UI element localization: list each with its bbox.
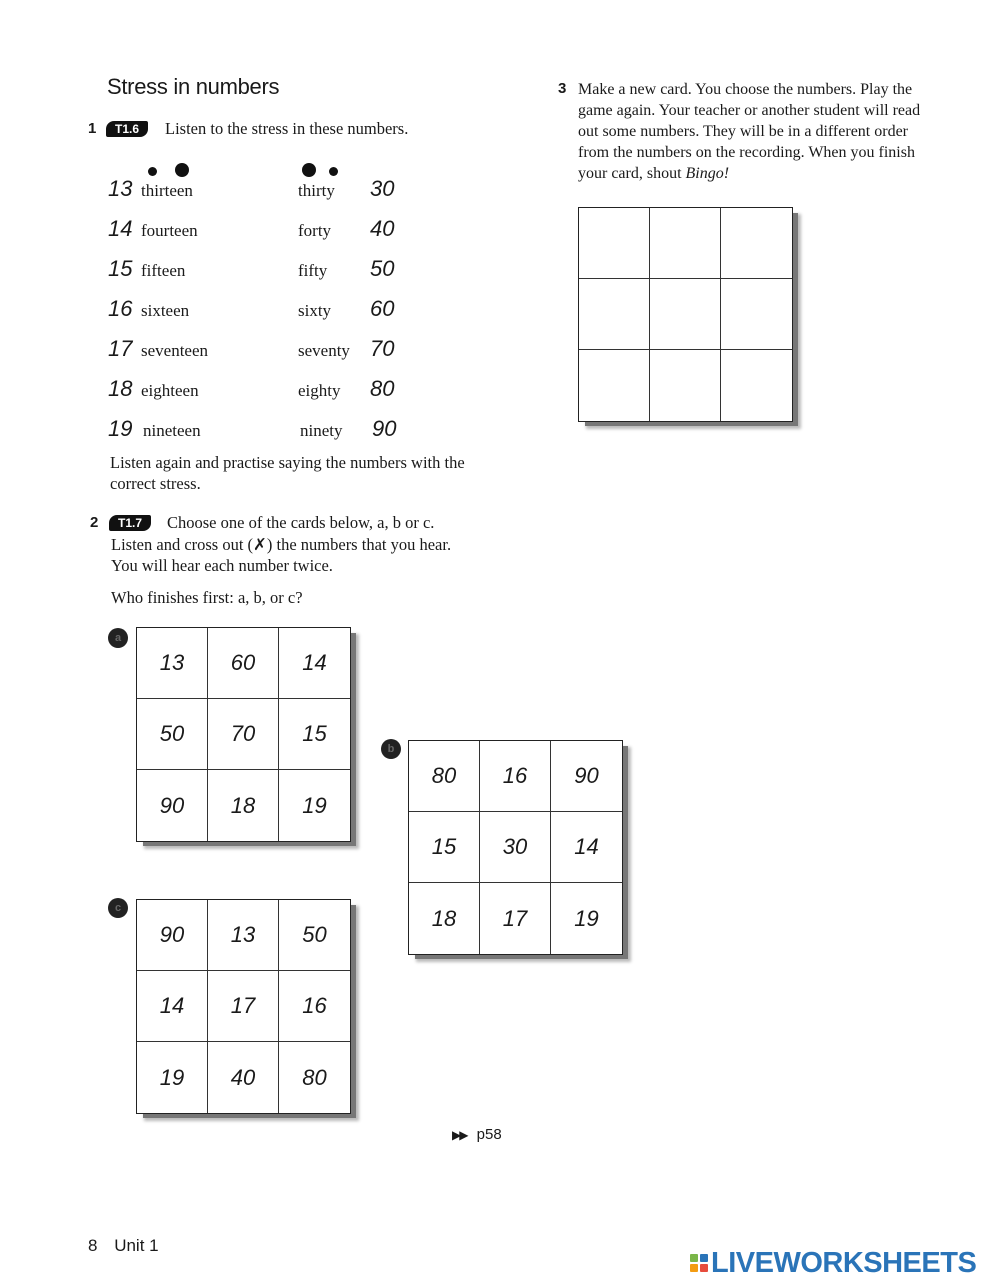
blank-card-cell[interactable] bbox=[579, 350, 650, 421]
section-title: Stress in numbers bbox=[107, 74, 280, 99]
exercise-1-track-badge bbox=[106, 120, 148, 138]
card-a-label: a bbox=[108, 628, 128, 648]
page-reference-label: p58 bbox=[476, 1126, 502, 1143]
stressed-dot bbox=[175, 163, 189, 177]
page-reference bbox=[452, 1126, 502, 1143]
card-cell[interactable]: 14 bbox=[279, 628, 350, 699]
teen-digit: 13 bbox=[108, 176, 133, 201]
blank-card-cell[interactable] bbox=[579, 208, 650, 279]
page-footer bbox=[88, 1236, 159, 1256]
card-cell[interactable]: 15 bbox=[409, 812, 480, 883]
card-cell[interactable]: 16 bbox=[480, 741, 551, 812]
card-cell[interactable]: 90 bbox=[551, 741, 622, 812]
card-cell[interactable]: 14 bbox=[551, 812, 622, 883]
card-cell[interactable]: 18 bbox=[208, 770, 279, 841]
card-cell[interactable]: 17 bbox=[480, 883, 551, 954]
teen-digit: 14 bbox=[108, 216, 133, 241]
bingo-card-c bbox=[136, 899, 351, 1114]
ty-digit: 30 bbox=[370, 176, 395, 201]
blank-bingo-card bbox=[578, 207, 793, 422]
ty-word: sixty bbox=[298, 301, 332, 320]
exercise-3-instruction bbox=[578, 79, 920, 184]
exercise-1-instruction: Listen to the stress in these numbers. bbox=[165, 119, 409, 138]
exercise-2-line-3: You will hear each number twice. bbox=[111, 556, 333, 575]
unstressed-dot bbox=[148, 167, 157, 176]
track-label: T1.6 bbox=[106, 121, 148, 137]
exercise-3-line: from the numbers on the recording. When you finish bbox=[578, 144, 915, 161]
unit-label: Unit 1 bbox=[114, 1236, 159, 1255]
ty-word: forty bbox=[298, 221, 332, 240]
blank-card-cell[interactable] bbox=[721, 350, 792, 421]
exercise-3-line bbox=[578, 163, 920, 184]
teen-word: fifteen bbox=[141, 261, 186, 280]
ty-word: seventy bbox=[298, 341, 350, 360]
card-b-label: b bbox=[381, 739, 401, 759]
teen-digit: 15 bbox=[108, 256, 133, 281]
ty-word: eighty bbox=[298, 381, 341, 400]
blank-card-cell[interactable] bbox=[650, 279, 721, 350]
exercise-2-line-2: Listen and cross out (✗) the numbers that you hear. bbox=[111, 535, 452, 554]
exercise-3-number: 3 bbox=[558, 80, 567, 97]
ty-digit: 90 bbox=[372, 416, 397, 441]
ty-word: thirty bbox=[298, 181, 335, 200]
bingo-word: Bingo! bbox=[685, 165, 730, 182]
ty-digit: 40 bbox=[370, 216, 395, 241]
teen-digit: 19 bbox=[108, 416, 133, 441]
card-cell[interactable]: 90 bbox=[137, 900, 208, 971]
card-cell[interactable]: 30 bbox=[480, 812, 551, 883]
card-cell[interactable]: 14 bbox=[137, 971, 208, 1042]
stressed-dot bbox=[302, 163, 316, 177]
teen-word: seventeen bbox=[141, 341, 209, 360]
liveworksheets-logo bbox=[690, 1247, 976, 1279]
exercise-3-line-prefix: your card, shout bbox=[578, 165, 686, 182]
card-cell[interactable]: 60 bbox=[208, 628, 279, 699]
bingo-card-a bbox=[136, 627, 351, 842]
card-cell[interactable]: 16 bbox=[279, 971, 350, 1042]
teen-digit: 17 bbox=[108, 336, 133, 361]
card-cell[interactable]: 17 bbox=[208, 971, 279, 1042]
teen-word: thirteen bbox=[141, 181, 193, 200]
card-cell[interactable]: 13 bbox=[137, 628, 208, 699]
ty-word: fifty bbox=[298, 261, 328, 280]
card-cell[interactable]: 18 bbox=[409, 883, 480, 954]
logo-wordmark: LIVEWORKSHEETS bbox=[711, 1246, 977, 1279]
teen-word: eighteen bbox=[141, 381, 199, 400]
ty-digit: 70 bbox=[370, 336, 395, 361]
card-cell[interactable]: 40 bbox=[208, 1042, 279, 1113]
exercise-2-track-badge bbox=[109, 514, 151, 532]
exercise-2-number: 2 bbox=[90, 514, 99, 531]
page-number: 8 bbox=[88, 1236, 98, 1255]
card-cell[interactable]: 50 bbox=[279, 900, 350, 971]
followup-line: Listen again and practise saying the numbers with the bbox=[110, 453, 465, 472]
logo-grid-icon bbox=[690, 1254, 708, 1272]
ty-word: ninety bbox=[300, 421, 343, 440]
exercise-3-line: game again. Your teacher or another student will read bbox=[578, 102, 921, 119]
blank-card-cell[interactable] bbox=[721, 208, 792, 279]
unstressed-dot bbox=[329, 167, 338, 176]
teen-word: nineteen bbox=[143, 421, 201, 440]
ty-digit: 50 bbox=[370, 256, 395, 281]
blank-card-cell[interactable] bbox=[650, 350, 721, 421]
exercise-3-line: Make a new card. You choose the numbers. Play the bbox=[578, 81, 913, 98]
card-cell[interactable]: 19 bbox=[574, 905, 599, 931]
ty-digit: 60 bbox=[370, 296, 395, 321]
forward-arrows-icon: ▶▶ bbox=[452, 1128, 467, 1142]
blank-card-cell[interactable] bbox=[721, 279, 792, 350]
card-cell[interactable]: 19 bbox=[137, 1042, 208, 1113]
exercise-1-number: 1 bbox=[88, 120, 97, 137]
exercise-2-line-1: Choose one of the cards below, a, b or c. bbox=[167, 513, 435, 532]
blank-card-cell[interactable] bbox=[650, 208, 721, 279]
card-cell[interactable]: 19 bbox=[302, 792, 327, 818]
teen-word: sixteen bbox=[141, 301, 190, 320]
card-cell[interactable]: 70 bbox=[208, 699, 279, 770]
card-cell[interactable]: 15 bbox=[279, 699, 350, 770]
exercise-3-line: out some numbers. They will be in a different order bbox=[578, 123, 908, 140]
card-cell[interactable]: 13 bbox=[208, 900, 279, 971]
bingo-card-b bbox=[408, 740, 623, 955]
teen-digit: 18 bbox=[108, 376, 133, 401]
card-c-label: c bbox=[108, 898, 128, 918]
teen-digit: 16 bbox=[108, 296, 133, 321]
track-label: T1.7 bbox=[109, 515, 151, 531]
ty-digit: 80 bbox=[370, 376, 395, 401]
exercise-2-question: Who finishes first: a, b, or c? bbox=[111, 588, 303, 607]
exercise-1-followup bbox=[110, 452, 465, 494]
followup-line: correct stress. bbox=[110, 474, 201, 493]
card-cell[interactable]: 90 bbox=[137, 770, 208, 841]
teen-word: fourteen bbox=[141, 221, 198, 240]
blank-card-cell[interactable] bbox=[579, 279, 650, 350]
card-cell[interactable]: 80 bbox=[302, 1064, 327, 1090]
card-cell[interactable]: 80 bbox=[409, 741, 480, 812]
card-cell[interactable]: 50 bbox=[137, 699, 208, 770]
